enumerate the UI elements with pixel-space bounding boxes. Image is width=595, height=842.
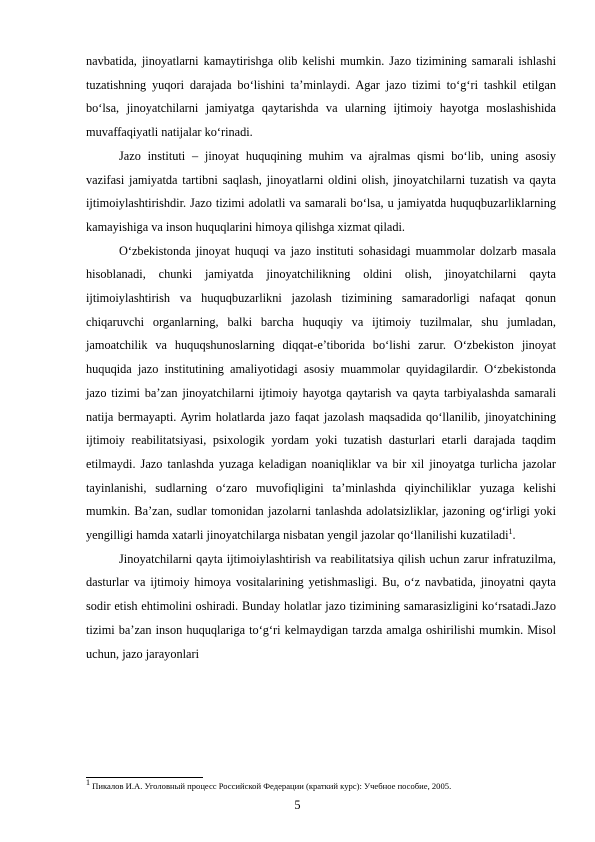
document-body xyxy=(86,50,556,666)
footnote-marker: 1 xyxy=(86,778,90,788)
paragraph-3-end: . xyxy=(512,528,516,543)
paragraph-1: navbatida, jinoyatlarni kamaytirishga olib kelishi mumkin. Jazo tizimining samarali ishlashi tuzatishning yuqori darajada bo‘lishini ta’minlaydi. Agar jazo tizimi to‘g‘ri tashkil etilgan bo‘lsa, jinoyatchilarni jamiyatga qaytarishda va ularning ijtimoiy hayotga moslashishida muvaffaqiyatli natijalar ko‘rinadi. xyxy=(86,54,556,140)
paragraph-3 xyxy=(86,240,556,548)
page-number: 5 xyxy=(294,798,301,812)
footnote-separator xyxy=(86,777,203,778)
paragraph-3-text: O‘zbekistonda jinoyat huquqi va jazo instituti sohasidagi muammolar dolzarb masala hisoblanadi, chunki jamiyatda jinoyatchilikning oldini olish, jinoyatchilarni qayta ijtimoiylashtirish va huquqbuzarlikni jazolash tizimining samaradorligi nafaqat qonun chiqaruvchi organlarning, balki barcha huquqiy va ijtimoiy tuzilmalar, shu jumladan, jamoatchilik va huquqshunoslarning diqqat-e’tiborida bo‘lishi zarur. O‘zbekiston jinoyat huquqida jazo institutining amaliyotidagi asosiy muammolar quyidagilardir. O‘zbekistonda jazo tizimi ba’zan jinoyatchilarni ijtimoiy hayotga qaytarish va qayta tarbiyalashda samarali natija bermayapti. Ayrim holatlarda jazo faqat jazolash maqsadida qo‘llanilib, jinoyatchining ijtimoiy reabilitatsiyasi, psixologik yordam yoki tuzatish dasturlari etarli darajada taqdim etilmaydi. Jazo tanlashda yuzaga keladigan noaniqliklar va bir xil jinoyatga turlicha jazolar tayinlanishi, sudlarning o‘zaro muvofiqligini ta’minlashda qiyinchiliklar yuzaga kelishi mumkin. Ba’zan, sudlar tomonidan jazolarni tanlashda adolatsizliklar, jazoning og‘irligi yoki yengilligi hamda xatarli jinoyatchilarga nisbatan yengil jazolar qo‘llanilishi kuzatiladi xyxy=(86,243,556,543)
paragraph-4: Jinoyatchilarni qayta ijtimoiylashtirish va reabilitatsiya qilish uchun zarur infratuzilma, dasturlar va ijtimoiy himoya vositalarining yetishmasligi. Bu, o‘z navbatida, jinoyatni qayta sodir etish ehtimolini oshiradi. Bunday holatlar jazo tizimining samarasizligini ko‘rsatadi.Jazo tizimi ba’zan inson huquqlariga to‘g‘ri kelmaydigan tarzda amalga oshirilishi mumkin. Misol uchun, jazo jarayonlari xyxy=(86,551,556,661)
footnote-text: Пикалов И.А. Уголовный процесс Российской Федерации (краткий курс): Учебное пособие, 2005. xyxy=(90,781,452,791)
footnote-reference[interactable]: 1 xyxy=(508,526,513,536)
footnote xyxy=(86,778,556,792)
paragraph-2: Jazo instituti – jinoyat huquqining muhim va ajralmas qismi bo‘lib, uning asosiy vazifasi jamiyatda tartibni saqlash, jinoyatlarni oldini olish, jinoyatchilarni tuzatish va qayta ijtimoiylashtirishdir. Jazo tizimi adolatli va samarali bo‘lsa, u jamiyatda huquqbuzarliklarning kamayishiga va inson huquqlarini himoya qilishga xizmat qiladi. xyxy=(86,148,556,234)
